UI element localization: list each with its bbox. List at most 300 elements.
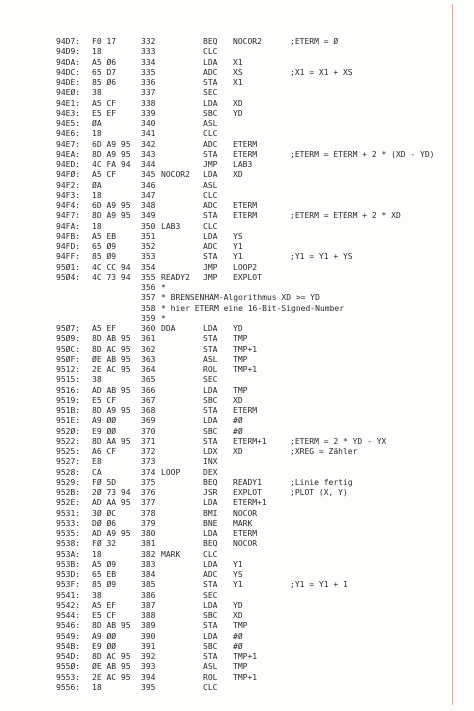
comment-cell: ;Y1 = Y1 + 1 (290, 580, 348, 590)
listing-line (0, 365, 452, 375)
comment-cell: ;Linie fertig (290, 477, 353, 487)
listing-line (0, 263, 452, 273)
opcode-bytes-cell: FØ 5D (92, 477, 117, 487)
line-number-cell: 368 (141, 406, 156, 415)
operand-cell: XD (233, 170, 243, 180)
opcode-bytes-cell: 8D A9 95 (92, 149, 131, 159)
listing-line (0, 591, 452, 601)
opcode-bytes-cell: 38 (92, 590, 102, 600)
address-cell: 9519: (56, 395, 81, 405)
mnemonic-cell: STA (203, 334, 218, 344)
mnemonic-cell: SBC (203, 611, 218, 620)
address-cell: 95ØF: (56, 354, 81, 364)
line-number-cell: 360 (141, 324, 156, 333)
opcode-bytes-cell: E9 ØØ (92, 641, 117, 651)
opcode-bytes-cell: 85 Ø6 (92, 78, 117, 87)
mnemonic-cell: LDA (203, 631, 218, 641)
opcode-bytes-cell: FØ 32 (92, 539, 117, 549)
address-cell: 94EØ: (56, 88, 81, 98)
comment-cell: ;ETERM = Ø (290, 37, 339, 46)
line-number-cell: 352 (141, 242, 156, 251)
comment-cell: ;Y1 = Y1 + YS (290, 252, 353, 262)
address-cell: 954B: (56, 641, 81, 651)
address-cell: 94DA: (56, 57, 81, 67)
mnemonic-cell: LDA (203, 57, 218, 67)
address-cell: 952Ø: (56, 426, 81, 436)
opcode-bytes-cell: 18 (92, 190, 102, 200)
comment-cell: ;PLOT (X, Y) (290, 488, 348, 497)
address-cell: 9533: (56, 518, 81, 528)
address-cell: 9553: (56, 672, 81, 682)
operand-cell: ETERM (233, 139, 258, 149)
operand-cell: XD (233, 98, 243, 108)
operand-cell: NOCOR (233, 508, 258, 518)
opcode-bytes-cell: A5 EF (92, 324, 117, 333)
address-cell: 9529: (56, 477, 81, 487)
operand-cell: TMP (233, 662, 248, 672)
listing-line (0, 324, 452, 334)
operand-cell: NOCOR2 (233, 37, 262, 46)
operand-cell: YD (233, 108, 243, 118)
line-number-cell: 373 (141, 457, 156, 467)
address-cell: 94E6: (56, 129, 81, 139)
operand-cell: X1 (233, 78, 243, 87)
line-number-cell: 353 (141, 252, 156, 262)
address-cell: 95Ø4: (56, 272, 81, 282)
opcode-bytes-cell: 4C CC 94 (92, 262, 131, 272)
opcode-bytes-cell: 2Ø 73 94 (92, 488, 131, 497)
operand-cell: YD (233, 324, 243, 333)
line-number-cell: 357 (141, 293, 156, 303)
address-cell: 94D7: (56, 37, 81, 46)
listing-line (0, 580, 452, 590)
address-cell: 9542: (56, 600, 81, 610)
line-number-cell: 382 (141, 549, 156, 559)
listing-line (0, 662, 452, 672)
mnemonic-cell: CLC (203, 190, 218, 200)
address-cell: 955Ø: (56, 662, 81, 672)
opcode-bytes-cell: A5 Ø9 (92, 559, 117, 569)
opcode-bytes-cell: 4C 73 94 (92, 272, 131, 282)
listing-line (0, 447, 452, 457)
operand-cell: ETERM+1 (233, 436, 267, 446)
operand-cell: YD (233, 600, 243, 610)
line-number-cell: 383 (141, 559, 156, 569)
listing-line (0, 78, 452, 88)
operand-cell: TMP (233, 334, 248, 344)
comment-cell: ;ETERM = 2 * YD - YX (290, 436, 387, 446)
listing-line (0, 652, 452, 662)
address-cell: 951B: (56, 406, 81, 415)
listing-line (0, 529, 452, 539)
address-cell: 94FD: (56, 242, 81, 251)
address-cell: 953A: (56, 549, 81, 559)
mnemonic-cell: CLC (203, 129, 218, 139)
label-cell: DDA (161, 324, 176, 333)
listing-line (0, 232, 452, 242)
mnemonic-cell: STA (203, 78, 218, 87)
comment-cell: ;ETERM = ETERM + 2 * (XD - YD) (290, 149, 435, 159)
address-cell: 94EA: (56, 149, 81, 159)
line-number-cell: 359 (141, 313, 156, 323)
operand-cell: XD (233, 395, 243, 405)
operand-cell: #Ø (233, 426, 243, 436)
mnemonic-cell: LDA (203, 98, 218, 108)
mnemonic-cell: SBC (203, 395, 218, 405)
mnemonic-cell: LDA (203, 416, 218, 426)
opcode-bytes-cell: 6D A9 95 (92, 139, 131, 149)
address-cell: 9538: (56, 539, 81, 549)
listing-line (0, 673, 452, 683)
mnemonic-cell: ASL (203, 354, 218, 364)
opcode-bytes-cell: 85 Ø9 (92, 252, 117, 262)
mnemonic-cell: LDA (203, 559, 218, 569)
operand-cell: Y1 (233, 580, 243, 590)
line-number-cell: 365 (141, 375, 156, 385)
operand-cell: ETERM (233, 529, 258, 538)
address-cell: 94F7: (56, 211, 81, 221)
operand-cell: TMP+1 (233, 365, 258, 374)
listing-line (0, 68, 452, 78)
opcode-bytes-cell: 65 D7 (92, 67, 117, 77)
line-number-cell: 351 (141, 231, 156, 241)
mnemonic-cell: ROL (203, 672, 218, 682)
opcode-bytes-cell: 85 Ø9 (92, 580, 117, 590)
opcode-bytes-cell: ØE AB 95 (92, 662, 131, 672)
address-cell: 94FF: (56, 252, 81, 262)
address-cell: 94DC: (56, 67, 81, 77)
listing-line (0, 601, 452, 611)
mnemonic-cell: STA (203, 406, 218, 415)
mnemonic-cell: LDA (203, 600, 218, 610)
opcode-bytes-cell: E8 (92, 457, 102, 467)
line-number-cell: 339 (141, 108, 156, 118)
mnemonic-cell: JSR (203, 488, 218, 497)
line-number-cell: 333 (141, 47, 156, 57)
listing-line (0, 416, 452, 426)
listing-line (0, 560, 452, 570)
line-number-cell: 344 (141, 160, 156, 169)
operand-cell: #Ø (233, 641, 243, 651)
label-cell: NOCOR2 (161, 170, 190, 180)
address-cell: 95Ø7: (56, 324, 81, 333)
listing-line (0, 283, 452, 293)
operand-cell: LAB3 (233, 160, 253, 169)
label-cell: READY2 (161, 272, 190, 282)
listing-line (0, 119, 452, 129)
listing-line (0, 88, 452, 98)
address-cell: 9522: (56, 436, 81, 446)
mnemonic-cell: CLC (203, 682, 218, 692)
address-cell: 951E: (56, 416, 81, 426)
line-number-cell: 338 (141, 98, 156, 108)
address-cell: 94E1: (56, 98, 81, 108)
line-number-cell: 335 (141, 67, 156, 77)
opcode-bytes-cell: 8D AB 95 (92, 621, 131, 631)
address-cell: 95ØC: (56, 344, 81, 354)
opcode-bytes-cell: A5 CF (92, 98, 117, 108)
mnemonic-cell: ASL (203, 662, 218, 672)
address-cell: 94ED: (56, 160, 81, 169)
address-cell: 94F2: (56, 180, 81, 190)
address-cell: 9527: (56, 457, 81, 467)
listing-line (0, 37, 452, 47)
listing-line (0, 406, 452, 416)
address-cell: 9516: (56, 385, 81, 395)
listing-line (0, 273, 452, 283)
listing-line (0, 293, 452, 303)
listing-line (0, 170, 452, 180)
address-cell: 9531: (56, 508, 81, 518)
operand-cell: TMP+1 (233, 652, 258, 661)
listing-line (0, 642, 452, 652)
operand-cell: MARK (233, 518, 253, 528)
opcode-bytes-cell: 8D AC 95 (92, 652, 131, 661)
mnemonic-cell: STA (203, 436, 218, 446)
listing-line (0, 509, 452, 519)
operand-cell: Y1 (233, 242, 243, 251)
mnemonic-cell: JMP (203, 262, 218, 272)
line-number-cell: 376 (141, 488, 156, 497)
address-cell: 94F4: (56, 201, 81, 210)
comment-cell: ;XREG = Zähler (290, 447, 358, 456)
mnemonic-cell: SBC (203, 108, 218, 118)
mnemonic-cell: ADC (203, 570, 218, 579)
line-number-cell: 371 (141, 436, 156, 446)
listing-line (0, 621, 452, 631)
line-number-cell: 355 (141, 272, 156, 282)
label-cell: * (161, 283, 166, 292)
opcode-bytes-cell: 8D AB 95 (92, 334, 131, 344)
opcode-bytes-cell: 18 (92, 129, 102, 139)
address-cell: 94D9: (56, 47, 81, 57)
opcode-bytes-cell: 65 EB (92, 570, 117, 579)
operand-cell: TMP (233, 385, 248, 395)
address-cell: 9525: (56, 447, 81, 456)
operand-cell: TMP (233, 621, 248, 631)
mnemonic-cell: SEC (203, 375, 218, 385)
address-cell: 95Ø9: (56, 334, 81, 344)
address-cell: 953B: (56, 559, 81, 569)
mnemonic-cell: LDA (203, 231, 218, 241)
opcode-bytes-cell: 8D AA 95 (92, 436, 131, 446)
line-number-cell: 387 (141, 600, 156, 610)
opcode-bytes-cell: AD AB 95 (92, 385, 131, 395)
opcode-bytes-cell: A5 EF (92, 600, 117, 610)
operand-cell: ETERM (233, 201, 258, 210)
opcode-bytes-cell: 18 (92, 682, 102, 692)
listing-line (0, 437, 452, 447)
line-number-cell: 390 (141, 631, 156, 641)
opcode-bytes-cell: 38 (92, 88, 102, 98)
line-number-cell: 391 (141, 641, 156, 651)
mnemonic-cell: BEQ (203, 477, 218, 487)
line-number-cell: 377 (141, 498, 156, 508)
mnemonic-cell: ROL (203, 365, 218, 374)
line-number-cell: 340 (141, 119, 156, 128)
listing-line (0, 498, 452, 508)
mnemonic-cell: INX (203, 457, 218, 467)
listing-line (0, 375, 452, 385)
listing-line (0, 478, 452, 488)
address-cell: 9541: (56, 590, 81, 600)
opcode-bytes-cell: ØA (92, 119, 102, 128)
line-number-cell: 363 (141, 354, 156, 364)
operand-cell: LOOP2 (233, 262, 258, 272)
listing-line (0, 252, 452, 262)
operand-cell: ETERM (233, 149, 258, 159)
address-cell: 9549: (56, 631, 81, 641)
mnemonic-cell: SBC (203, 426, 218, 436)
listing-line (0, 109, 452, 119)
operand-cell: #Ø (233, 631, 243, 641)
mnemonic-cell: SEC (203, 590, 218, 600)
opcode-bytes-cell: A9 ØØ (92, 416, 117, 426)
listing-line (0, 550, 452, 560)
opcode-bytes-cell: 8D A9 95 (92, 211, 131, 221)
label-cell: * (161, 313, 166, 323)
listing-line (0, 160, 452, 170)
line-number-cell: 356 (141, 283, 156, 292)
listing-line (0, 427, 452, 437)
opcode-bytes-cell: 65 Ø9 (92, 242, 117, 251)
listing-line (0, 457, 452, 467)
address-cell: 94FA: (56, 221, 81, 231)
mnemonic-cell: STA (203, 344, 218, 354)
mnemonic-cell: JMP (203, 272, 218, 282)
mnemonic-cell: DEX (203, 467, 218, 477)
listing-line (0, 222, 452, 232)
operand-cell: ETERM+1 (233, 498, 267, 508)
listing-line (0, 570, 452, 580)
line-number-cell: 350 (141, 221, 156, 231)
operand-cell: ETERM (233, 406, 258, 415)
line-number-cell: 341 (141, 129, 156, 139)
opcode-bytes-cell: AD A9 95 (92, 529, 131, 538)
listing-line (0, 468, 452, 478)
listing-line (0, 150, 452, 160)
listing-line (0, 355, 452, 365)
mnemonic-cell: LDA (203, 170, 218, 180)
line-number-cell: 394 (141, 672, 156, 682)
address-cell: 9528: (56, 467, 81, 477)
address-cell: 9544: (56, 611, 81, 620)
address-cell: 952E: (56, 498, 81, 508)
listing-line (0, 99, 452, 109)
opcode-bytes-cell: E5 CF (92, 395, 117, 405)
line-number-cell: 336 (141, 78, 156, 87)
listing-line (0, 345, 452, 355)
listing-line (0, 683, 452, 693)
mnemonic-cell: BMI (203, 508, 218, 518)
line-number-cell: 349 (141, 211, 156, 221)
listing-line (0, 386, 452, 396)
line-number-cell: 381 (141, 539, 156, 549)
operand-cell: Y1 (233, 252, 243, 262)
address-cell: 94E7: (56, 139, 81, 149)
address-cell: 94E3: (56, 108, 81, 118)
opcode-bytes-cell: 18 (92, 549, 102, 559)
line-number-cell: 347 (141, 190, 156, 200)
mnemonic-cell: CLC (203, 47, 218, 57)
listing-line (0, 129, 452, 139)
line-number-cell: 342 (141, 139, 156, 149)
address-cell: 9515: (56, 375, 81, 385)
assembly-listing (0, 37, 452, 693)
opcode-bytes-cell: F0 17 (92, 37, 117, 46)
listing-line (0, 181, 452, 191)
listing-line (0, 539, 452, 549)
mnemonic-cell: STA (203, 149, 218, 159)
mnemonic-cell: ADC (203, 242, 218, 251)
opcode-bytes-cell: 4C FA 94 (92, 160, 131, 169)
mnemonic-cell: ASL (203, 180, 218, 190)
mnemonic-cell: LDX (203, 447, 218, 456)
line-number-cell: 379 (141, 518, 156, 528)
mnemonic-cell: STA (203, 252, 218, 262)
opcode-bytes-cell: 18 (92, 221, 102, 231)
listing-line (0, 242, 452, 252)
opcode-bytes-cell: 2E AC 95 (92, 672, 131, 682)
mnemonic-cell: BNE (203, 518, 218, 528)
listing-line (0, 519, 452, 529)
opcode-bytes-cell: A9 ØØ (92, 631, 117, 641)
address-cell: 94F3: (56, 190, 81, 200)
address-cell: 94E5: (56, 119, 81, 128)
opcode-bytes-cell: 38 (92, 375, 102, 385)
label-cell: * BRENSENHAM-Algorithmus XD >= YD (161, 293, 320, 303)
operand-cell: READY1 (233, 477, 262, 487)
line-number-cell: 343 (141, 149, 156, 159)
line-number-cell: 334 (141, 57, 156, 67)
address-cell: 952B: (56, 488, 81, 497)
mnemonic-cell: ADC (203, 67, 218, 77)
line-number-cell: 370 (141, 426, 156, 436)
listing-line (0, 396, 452, 406)
opcode-bytes-cell: A5 Ø6 (92, 57, 117, 67)
operand-cell: XD (233, 611, 243, 620)
opcode-bytes-cell: 18 (92, 47, 102, 57)
label-cell: LAB3 (161, 221, 181, 231)
line-number-cell: 393 (141, 662, 156, 672)
line-number-cell: 395 (141, 682, 156, 692)
label-cell: LOOP (161, 467, 181, 477)
line-number-cell: 372 (141, 447, 156, 456)
opcode-bytes-cell: 6D A9 95 (92, 201, 131, 210)
operand-cell: TMP+1 (233, 344, 258, 354)
operand-cell: ETERM (233, 211, 258, 221)
listing-line (0, 611, 452, 621)
mnemonic-cell: BEQ (203, 539, 218, 549)
address-cell: 94DE: (56, 78, 81, 87)
line-number-cell: 378 (141, 508, 156, 518)
opcode-bytes-cell: E5 EF (92, 108, 117, 118)
operand-cell: EXPLOT (233, 488, 262, 497)
address-cell: 953F: (56, 580, 81, 590)
operand-cell: XD (233, 447, 243, 456)
listing-line (0, 211, 452, 221)
listing-line (0, 58, 452, 68)
mnemonic-cell: ASL (203, 119, 218, 128)
address-cell: 953D: (56, 570, 81, 579)
mnemonic-cell: STA (203, 652, 218, 661)
line-number-cell: 332 (141, 37, 156, 46)
margin-rule (452, 4, 453, 705)
opcode-bytes-cell: CA (92, 467, 102, 477)
opcode-bytes-cell: ØE AB 95 (92, 354, 131, 364)
line-number-cell: 361 (141, 334, 156, 344)
address-cell: 9556: (56, 682, 81, 692)
